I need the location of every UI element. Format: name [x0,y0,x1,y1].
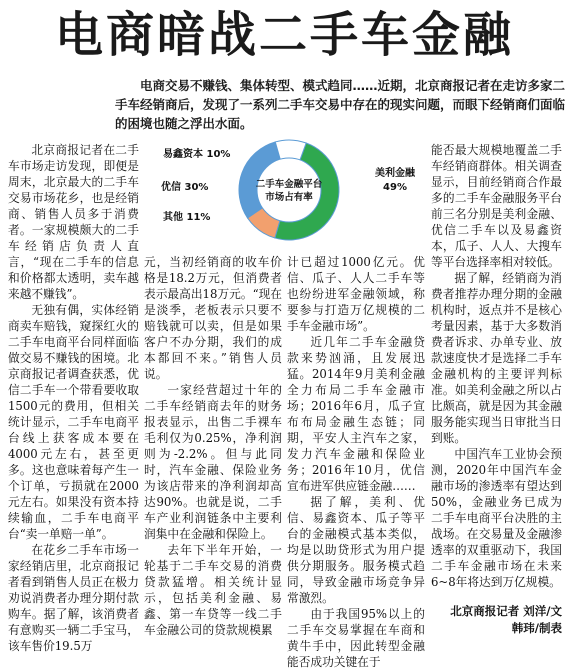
article-column-1 [8,142,139,653]
paragraph: 一家经营超过十年的二手车经销商去年的财务报表显示，出售二手裸车毛利仅为0.25%，净利润则为-2.2%。但与此同时，汽车金融、保险业务为该店带来的净利润却高达90%。也就是说，二手车产业利润链条中主要利润集中在金融和保险上。 [144,383,282,541]
byline [431,603,562,637]
pie-center-hole [257,158,321,222]
paragraph: 由于我国95%以上的二手车交易掌握在车商和黄牛手中，因此转型金融能否成功关键在于 [287,607,425,669]
pie-chart-svg [155,140,423,250]
chart-title-line: 二手车金融平台 [255,179,323,190]
paragraph: 北京商报记者在二手车市场走访发现，即便是周末，北京最大的二手车交易市场花乡，也是经销商、销售人员多于消费者。一家规模颇大的二手车经销店负责人直言，“现在二手车的信息和价格都太透明，卖车越来越不赚钱”。 [8,143,139,301]
article-column-4 [431,142,562,600]
paragraph: 据了解，经销商为消费者推荐办理分期的金融机构时，返点并不是核心考量因素，基于大多数消费者诉求、办单专业、放款速度快才是选择二手车金融机构的主要评判标准。如美利金融之所以占比颇高，就是因为其金融服务能实现当日审批当日到账。 [431,271,562,445]
paragraph: 中国汽车工业协会预测，2020年中国汽车金融市场的渗透率有望达到50%，金融业务已成为二手车电商平台决胜的主战场。在交易量及金融渗透率的双重驱动下，我国二手车金融市场在未来6~8年将达到万亿规模。 [431,447,562,589]
paragraph: 去年下半年开始，一轮基于二手车交易的消费贷款猛增。相关统计显示，包括美利金融、易鑫、第一车贷等一线二手车金融公司的贷款规模累 [144,543,282,637]
byline-editor: 韩玮/制表 [511,621,562,635]
paragraph: 近几年二手车金融贷款来势汹涌，且发展迅猛。2014年9月美利金融全力布局二手车金融市场；2016年6月，瓜子宣布布局金融生态链；同期，平安人主汽车之家，发力汽车金融和保险业务；2016年10月，优信宣布进军供应链金融…… [287,335,425,493]
article-column-2 [144,254,282,640]
pie-label-meili: 49% [383,182,407,193]
paragraph: 据了解，美利、优信、易鑫资本、瓜子等平台的金融模式基本类似，均是以助贷形式为用户提供分期服务。服务模式趋同，导致金融市场竞争异常激烈。 [287,495,425,605]
market-share-chart [155,140,423,250]
article-column-3 [287,254,425,669]
pie-label-youxin: 优信 30% [161,182,209,193]
deck-summary: 电商交易不赚钱、集体转型、模式趋同……近期，北京商报记者在走访多家二手车经销商后，发现了一系列二手车交易中存在的现实问题，而眼下经销商们面临的困境也随之浮出水面。 [115,78,566,131]
pie-label-meili: 美利金融 [375,168,415,179]
paragraph: 能否最大规模地覆盖二手车经销商群体。相关调查显示，目前经销商合作最多的二手车金融服务平台前三名分别是美利金融、优信二手车以及易鑫资本，瓜子、人人、大搜车等平台选择率相对较低。 [431,143,562,269]
byline-author: 北京商报记者 刘洋/文 [450,604,562,618]
pie-label-yixin: 易鑫资本 10% [163,149,231,160]
paragraph: 元，当初经销商的收车价格是18.2万元，但消费者表示最高出18万元。“现在是淡季，老板表示只要不赔钱就可以卖，但是如果客户不办分期，我们的成本都回不来。”销售人员说。 [144,255,282,381]
paragraph: 无独有偶，实体经销商卖车赔钱，窥探红火的二手车电商平台同样面临做交易不赚钱的困境。北京商报记者调查获悉，优信二手车一个带看要收取1500元的费用，但相关统计显示，二手车电商平台线上获客成本要在4000元左右，甚至更多。这也意味着每产生一个订单，亏损就在2000元左右。如果没有资本持续输血，二手车电商平台“卖一单赔一单”。 [8,303,139,541]
paragraph: 计已超过1000亿元。优信、瓜子、人人二手车等也纷纷进军金融领域，称要参与打造万亿规模的二手车金融市场”。 [287,255,425,333]
pie-label-other: 其他 11% [163,212,211,223]
chart-title-line: 市场占有率 [265,192,313,203]
paragraph: 在花乡二手车市场一家经销店里，北京商报记者看到销售人员正在极力劝说消费者办理分期付款购车。据了解，该消费者有意购买一辆二手宝马，该车售价19.5万 [8,543,139,653]
headline: 电商暗战二手车金融 [54,7,514,63]
